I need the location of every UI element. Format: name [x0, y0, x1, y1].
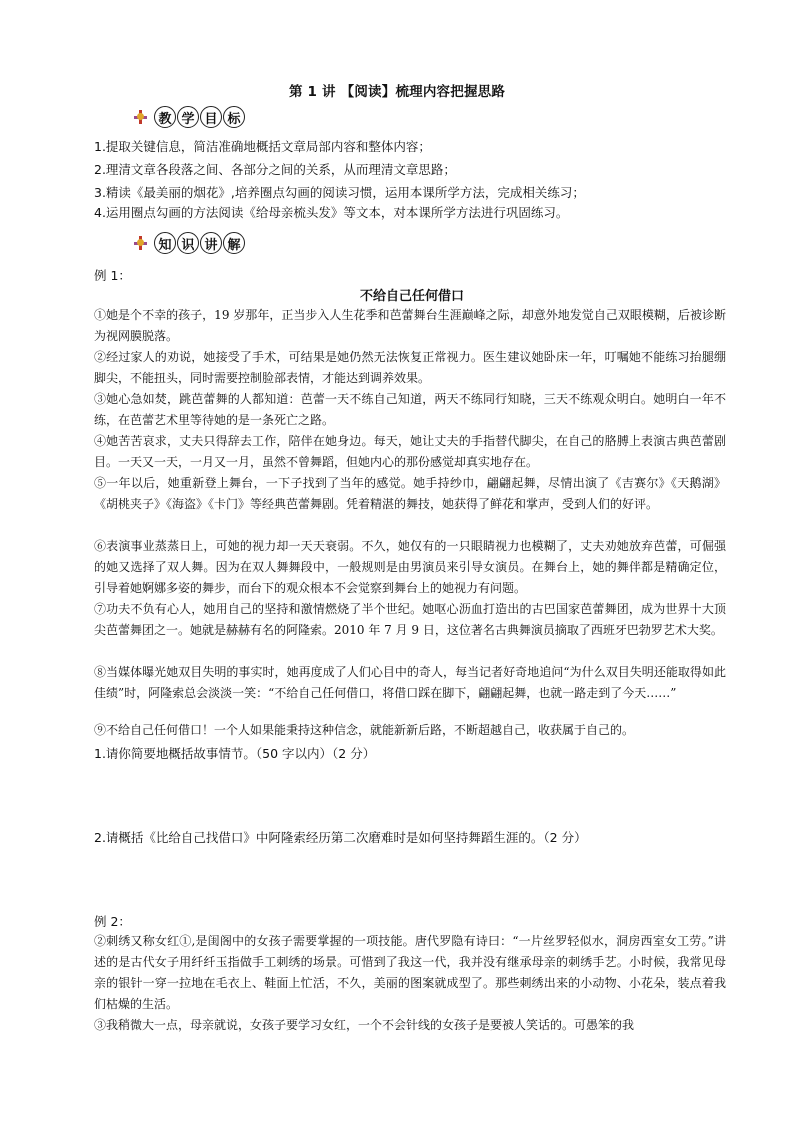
story-paragraph: ②经过家人的劝说，她接受了手术，可结果是她仍然无法恢复正常视力。医生建议她卧床一年，叮嘱她不能练习抬腿绷脚尖，不能扭头，同时需要控制脸部表情，才能达到调养效果。 [94, 350, 726, 385]
heading-char: 讲 [200, 232, 222, 254]
heading-char: 目 [200, 106, 222, 128]
heading-char: 解 [223, 232, 245, 254]
story-title: 不给自己任何借口 [359, 289, 464, 304]
story-paragraph: ①她是个不幸的孩子，19 岁那年，正当步入人生花季和芭蕾舞台生涯巅峰之际，却意外地发觉自己双眼模糊，后被诊断为视网膜脱落。 [94, 308, 726, 343]
question-1: 1.请你简要地概括故事情节。（50 字以内）（2 分） [94, 746, 376, 761]
example-label: 例 2： [94, 914, 131, 929]
goal-item: 1.提取关键信息，简洁准确地概括文章局部内容和整体内容； [94, 139, 431, 154]
example-label: 例 1： [94, 268, 131, 283]
story-paragraph: ③她心急如焚，跳芭蕾舞的人都知道：芭蕾一天不练自己知道，两天不练同行知晓，三天不练观众明白。她明白一年不练，在芭蕾艺术里等待她的是一条死亡之路。 [94, 392, 726, 427]
story-paragraph: ⑦功夫不负有心人，她用自己的坚持和激情燃烧了半个世纪。她呕心沥血打造出的古巴国家芭蕾舞团，成为世界十大顶尖芭蕾舞团之一。她就是赫赫有名的阿隆索。2010 年 7 月 9 日，这位著名古典舞演员摘取了西班牙巴勃罗艺术大奖。 [94, 602, 726, 637]
section-heading-teaching-goals [134, 104, 246, 130]
story-paragraph: ⑨不给自己任何借口！一个人如果能秉持这种信念，就能新新后路，不断超越自己，收获属于自己的。 [94, 723, 635, 737]
story-paragraph: ⑤一年以后，她重新登上舞台，一下子找到了当年的感觉。她手持纱巾，翩翩起舞，尽情出演了《吉赛尔》《天鹅湖》《胡桃夹子》《海盗》《卡门》等经典芭蕾舞剧。凭着精湛的舞技，她获得了鲜花和掌声，受到人们的好评。 [94, 476, 726, 511]
story-paragraph: ②刺绣又称女红①,是闺阁中的女孩子需要掌握的一项技能。唐代罗隐有诗曰：“一片丝罗轻似水，洞房西室女工劳。”讲述的是古代女子用纤纤玉指做手工刺绣的场景。可惜到了我这一代，我并没有继承母亲的刺绣手艺。小时候，我常见母亲的银针一穿一拉地在毛衣上、鞋面上忙活，不久，美丽的图案就成型了。那些刺绣出来的小动物、小花朵，装点着我们枯燥的生活。 [94, 934, 726, 1011]
page-title: 第 1 讲 【阅读】梳理内容把握思路 [288, 84, 506, 100]
section-heading-knowledge [134, 230, 246, 256]
heading-char: 标 [223, 106, 245, 128]
question-2: 2.请概括《比给自己找借口》中阿隆索经历第二次磨难时是如何坚持舞蹈生涯的。（2 分） [94, 830, 587, 845]
story-paragraph: ③我稍微大一点，母亲就说，女孩子要学习女红，一个不会针线的女孩子是要被人笑话的。可愚笨的我 [94, 1018, 635, 1032]
goal-item: 3.精读《最美丽的烟花》,培养圈点勾画的阅读习惯，运用本课所学方法，完成相关练习； [94, 185, 585, 200]
bullet-icon [134, 236, 148, 250]
story-paragraph: ⑧当媒体曝光她双目失明的事实时，她再度成了人们心目中的奇人，每当记者好奇地追问“为什么双目失明还能取得如此佳绩”时，阿隆索总会淡淡一笑：“不给自己任何借口，将借口踩在脚下，翩翩起舞，也就一路走到了今天……” [94, 665, 726, 700]
heading-char: 教 [154, 106, 176, 128]
heading-char: 学 [177, 106, 199, 128]
story-paragraph: ⑥表演事业蒸蒸日上，可她的视力却一天天衰弱。不久，她仅有的一只眼睛视力也模糊了，丈夫劝她放弃芭蕾，可倔强的她又选择了双人舞。因为在双人舞舞段中，一般规则是由男演员来引导女演员。在舞台上，她的舞伴都是精确定位，引导着她婀娜多姿的舞步，而台下的观众根本不会觉察到舞台上的她视力有问题。 [94, 539, 726, 595]
goal-item: 2.理清文章各段落之间、各部分之间的关系，从而理清文章思路； [94, 162, 456, 177]
heading-char: 识 [177, 232, 199, 254]
heading-char: 知 [154, 232, 176, 254]
goal-item: 4.运用圈点勾画的方法阅读《给母亲梳头发》等文本，对本课所学方法进行巩固练习。 [94, 205, 569, 220]
bullet-icon [134, 110, 148, 124]
story-paragraph: ④她苦苦哀求，丈夫只得辞去工作，陪伴在她身边。每天，她让丈夫的手指替代脚尖，在自己的胳膊上表演古典芭蕾剧目。一天又一天，一月又一月，虽然不曾舞蹈，但她内心的那份感觉却真实地存在。 [94, 434, 726, 469]
